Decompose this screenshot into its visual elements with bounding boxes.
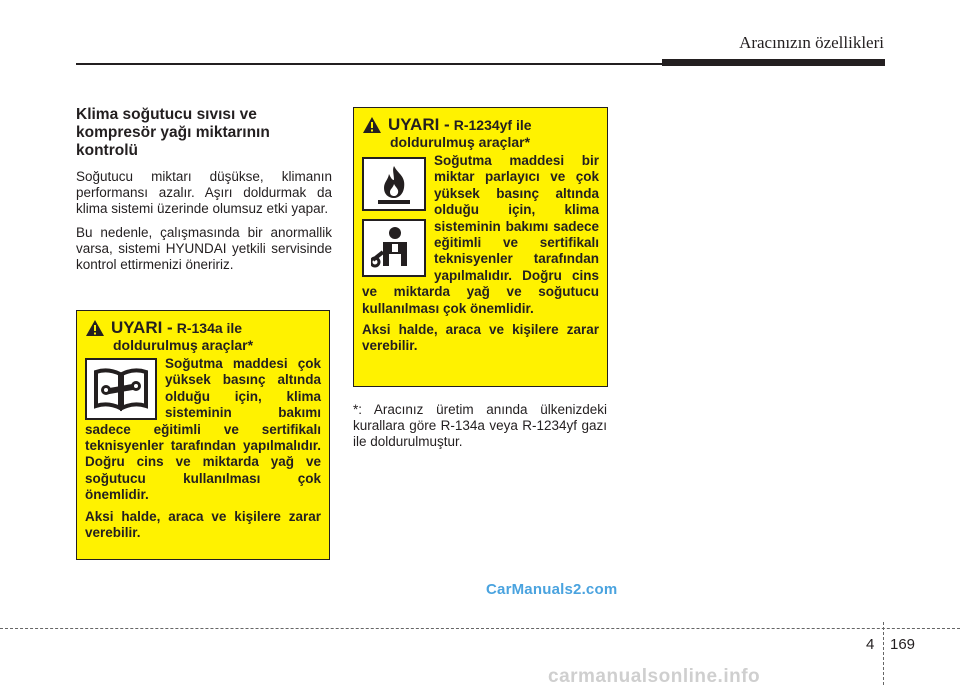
service-manual-icon	[85, 358, 157, 420]
body-paragraph-2: Bu nedenle, çalışmasında bir anormallik varsa, sistemi HYUNDAI yetkili servisinde kontrol ettirmenizi öneririz.	[76, 224, 332, 273]
warning-title-refrigerant: R-134a ile	[176, 320, 243, 336]
warning-text-main: Soğutma maddesi çok yüksek basınç altında olduğu için, klima sisteminin bakımı sadece eğitimli ve sertifikalı teknisyenler tarafından yapılmalıdır. Doğru cins ve miktarda yağ ve soğutucu kullanılması çok önemlidir.	[85, 356, 321, 503]
header-rule	[76, 63, 662, 65]
warning-box-r1234yf	[353, 107, 608, 387]
section-heading: Klima soğutucu sıvısı ve kompresör yağı miktarının kontrolü	[76, 106, 270, 159]
warning-text	[85, 356, 321, 541]
warning-text-consequence: Aksi halde, araca ve kişilere zarar verebilir.	[85, 508, 321, 541]
warning-text-consequence: Aksi halde, araca ve kişilere zarar verebilir.	[362, 322, 599, 354]
warning-box-r134a	[76, 310, 330, 560]
technician-icon	[362, 219, 426, 277]
warning-title-label: UYARI -	[388, 115, 450, 134]
warning-subtitle: doldurulmuş araçlar*	[390, 134, 531, 150]
warning-subtitle: doldurulmuş araçlar*	[113, 337, 254, 353]
warning-title-label: UYARI -	[111, 318, 173, 337]
footnote: *: Aracınız üretim anında ülkenizdeki kurallara göre R-134a veya R-1234yf gazı ile doldurulmuştur.	[353, 402, 607, 450]
section-left-column	[76, 106, 332, 280]
warning-title-refrigerant: R-1234yf ile	[453, 117, 532, 133]
footer-rule	[0, 628, 960, 629]
page-number: 169	[890, 636, 916, 653]
chapter-number: 4	[866, 636, 875, 653]
header-rule-thick	[662, 59, 885, 66]
warning-triangle-icon	[85, 319, 105, 337]
warning-title	[85, 319, 321, 337]
watermark-link[interactable]: CarManuals2.com	[486, 581, 618, 598]
warning-title	[362, 116, 599, 134]
body-paragraph-1: Soğutucu miktarı düşükse, klimanın performansı azalır. Aşırı doldurmak da klima sistemi üzerinde olumsuz etki yapar.	[76, 169, 332, 217]
site-watermark: carmanualsonline.info	[548, 666, 761, 685]
warning-triangle-icon	[362, 116, 382, 134]
warning-text	[362, 153, 599, 355]
footer-divider	[883, 622, 884, 685]
page-header-title: Aracınızın özellikleri	[739, 33, 884, 52]
warning-text-main: Soğutma maddesi bir miktar parlayıcı ve çok yüksek basınç altında olduğu için, klima sisteminin bakımı sadece eğitimli ve sertifikalı teknisyenler tarafından yapılmalıdır. Doğru cins ve miktarda yağ ve soğutucu kullanılması çok önemlidir.	[362, 153, 599, 316]
flammable-icon	[362, 157, 426, 211]
warning-icon-stack	[362, 153, 426, 277]
